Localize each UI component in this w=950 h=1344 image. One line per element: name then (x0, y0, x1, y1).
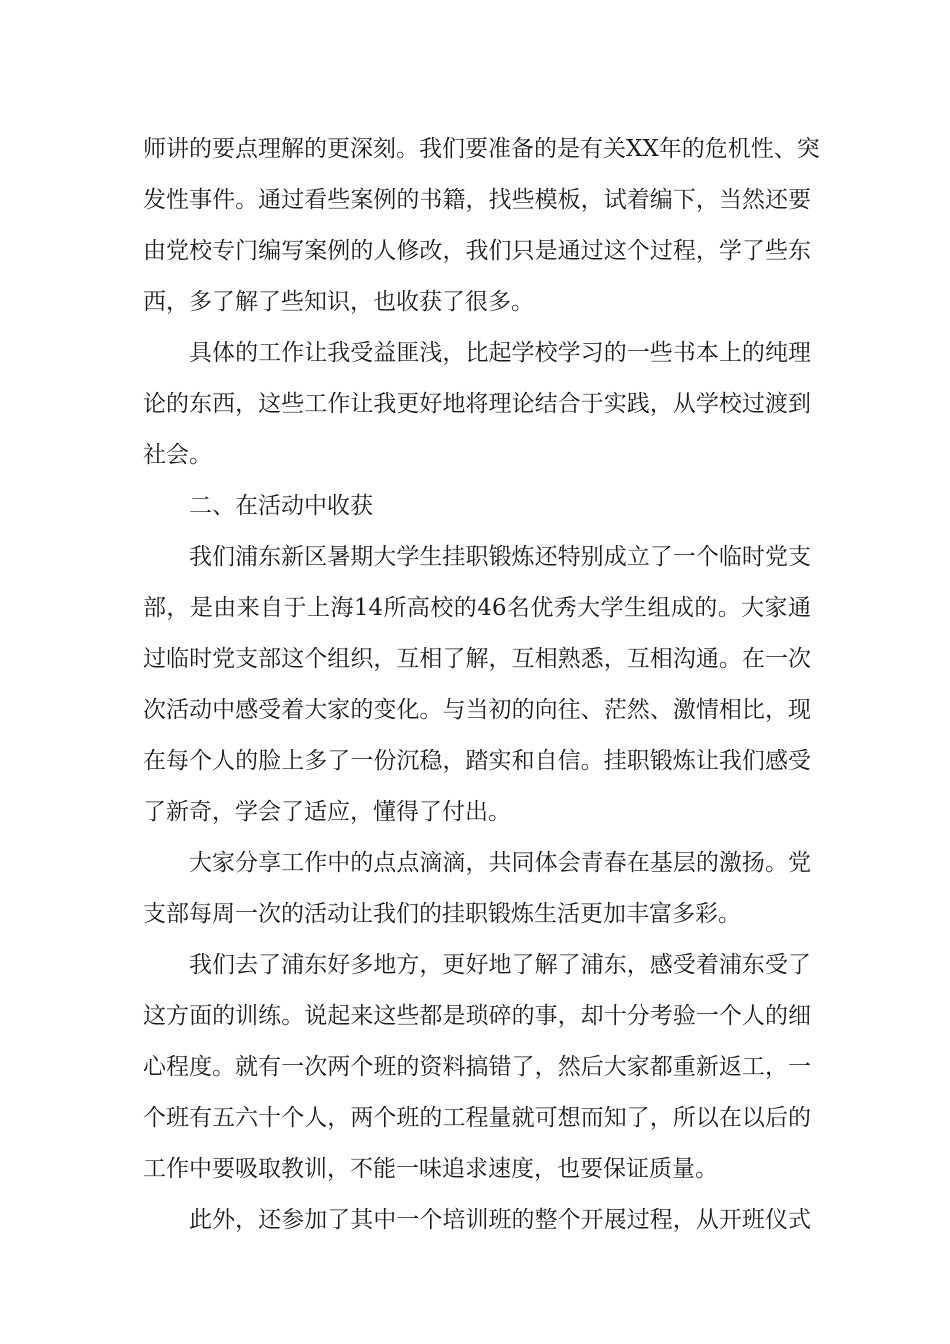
text-line: 由党校专门编写案例的人修改，我们只是通过这个过程，学了些东 (143, 238, 811, 264)
text-line: 西，多了解了些知识，也收获了很多。 (143, 289, 534, 315)
text-line: 部，是由来自于上海14所高校的46名优秀大学生组成的。大家通 (143, 595, 811, 621)
text-line: 论的东西，这些工作让我更好地将理论结合于实践，从学校过渡到 (143, 391, 811, 417)
text-line: 过临时党支部这个组织，互相了解，互相熟悉，互相沟通。在一次 (143, 646, 811, 672)
text-line: 支部每周一次的活动让我们的挂职锻炼生活更加丰富多彩。 (143, 901, 741, 927)
paragraph-4 (143, 532, 811, 838)
paragraph-1 (143, 124, 820, 328)
text-line: 次活动中感受着大家的变化。与当初的向往、茫然、激情相比，现 (143, 697, 811, 723)
text-line: 在每个人的脸上多了一份沉稳，踏实和自信。挂职锻炼让我们感受 (143, 748, 811, 774)
text-line: 此外，还参加了其中一个培训班的整个开展过程，从开班仪式 (189, 1207, 811, 1233)
section-heading (143, 481, 811, 532)
text-line: 大家分享工作中的点点滴滴，共同体会青春在基层的激扬。党 (189, 850, 811, 876)
text-line: 工作中要吸取教训，不能一味追求速度，也要保证质量。 (143, 1156, 718, 1182)
paragraph-7 (143, 1195, 811, 1246)
text-line: 我们去了浦东好多地方，更好地了解了浦东，感受着浦东受了 (189, 952, 811, 978)
text-line: 我们浦东新区暑期大学生挂职锻炼还特别成立了一个临时党支 (189, 544, 811, 570)
text-line: 这方面的训练。说起来这些都是琐碎的事，却十分考验一个人的细 (143, 1003, 811, 1029)
paragraph-6 (143, 940, 811, 1195)
text-line: 心程度。就有一次两个班的资料搞错了，然后大家都重新返工，一 (143, 1054, 811, 1080)
text-line: 个班有五六十个人，两个班的工程量就可想而知了，所以在以后的 (143, 1105, 811, 1131)
text-line: 社会。 (143, 442, 212, 468)
text-line: 具体的工作让我受益匪浅，比起学校学习的一些书本上的纯理 (189, 340, 811, 366)
text-line: 发性事件。通过看些案例的书籍，找些模板，试着编下，当然还要 (143, 187, 811, 213)
document-body (143, 124, 820, 1246)
paragraph-5 (143, 838, 811, 940)
heading-text: 二、在活动中收获 (189, 493, 373, 519)
paragraph-2 (143, 328, 811, 481)
text-line: 了新奇，学会了适应，懂得了付出。 (143, 799, 511, 825)
text-line: 师讲的要点理解的更深刻。我们要准备的是有关XX年的危机性、突 (143, 136, 820, 162)
